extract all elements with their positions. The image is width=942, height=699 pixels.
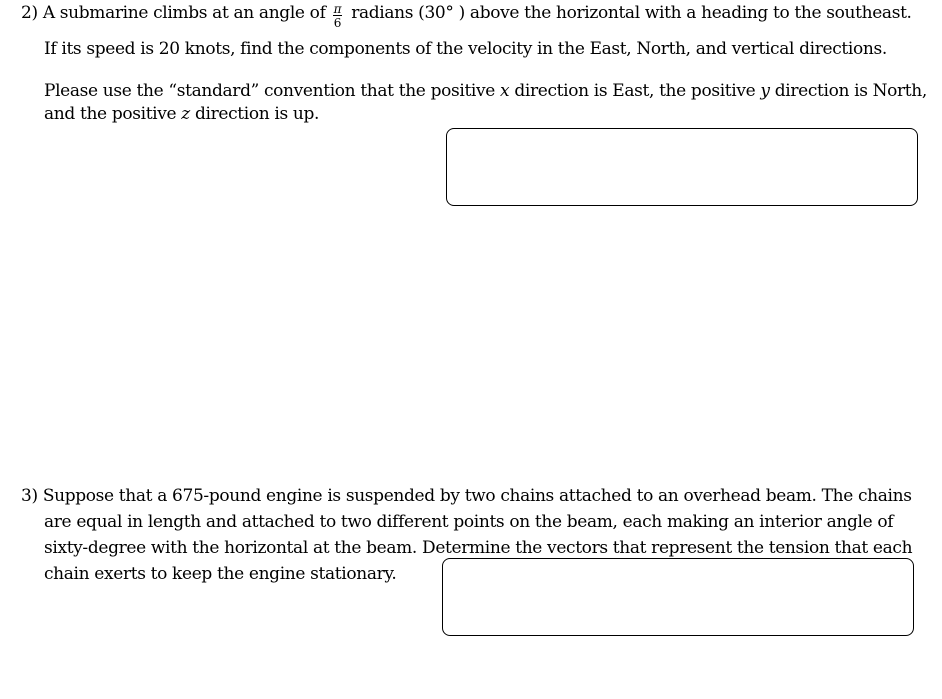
fraction-denominator: 6 [333, 16, 341, 30]
fraction-numerator: π [333, 2, 342, 16]
variable-z: z [181, 104, 190, 124]
problem-2-line-3 [44, 80, 927, 103]
problem-2-convention-text-c: direction is North, [774, 81, 927, 101]
problem-2-convention-text-d: and the positive [44, 104, 177, 124]
problem-2-text-start: A submarine climbs at an angle of [42, 3, 326, 23]
problem-3-answer-box[interactable] [442, 558, 914, 636]
problem-2-convention-text-a: Please use the “standard” convention that the positive [44, 81, 495, 101]
problem-2-convention-text-b: direction is East, the positive [514, 81, 756, 101]
problem-3-line-3: sixty-degree with the horizontal at the beam. Determine the vectors that represent the tension that each [44, 538, 913, 558]
problem-3-line-1 [21, 485, 912, 508]
problem-2-convention-text-e: direction is up. [194, 104, 320, 124]
problem-2-answer-box[interactable] [446, 128, 918, 206]
variable-y: y [760, 81, 770, 101]
problem-3-line-2: are equal in length and attached to two different points on the beam, each making an interior angle of [44, 512, 894, 532]
variable-x: x [500, 81, 510, 101]
problem-3-line-4: chain exerts to keep the engine stationary. [44, 564, 397, 584]
problem-2-line-1 [21, 2, 912, 29]
angle-fraction [333, 3, 343, 29]
problem-3-number: 3) [21, 486, 38, 506]
problem-3-text-start: Suppose that a 675-pound engine is suspended by two chains attached to an overhead beam. The chains [42, 486, 912, 506]
problem-2-number: 2) [21, 3, 38, 23]
problem-2-text-end: radians (30° ) above the horizontal with a heading to the southeast. [351, 3, 912, 23]
problem-2-line-2: If its speed is 20 knots, find the components of the velocity in the East, North, and vertical directions. [44, 39, 887, 59]
problem-2-line-4 [44, 103, 319, 126]
